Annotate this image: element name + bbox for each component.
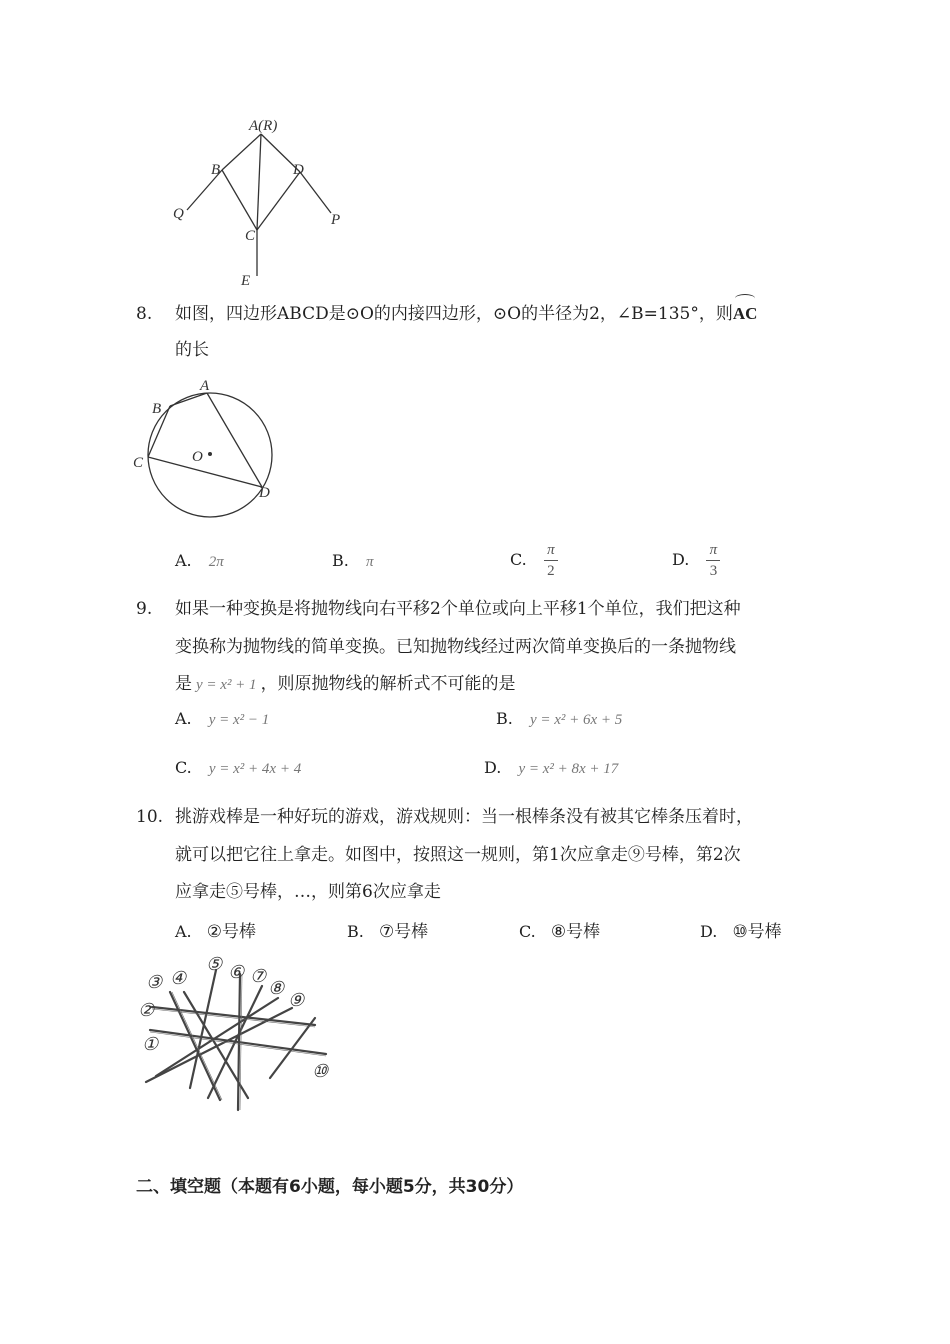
stick-label-7: ⑦ — [250, 966, 267, 986]
option-value: ⑧号棒 — [550, 922, 601, 942]
q8-option-b[interactable] — [332, 551, 373, 571]
q9-option-b[interactable] — [496, 709, 622, 729]
stick-label-6: ⑥ — [228, 962, 245, 982]
label-a: A — [200, 378, 210, 394]
q8-option-a[interactable] — [175, 551, 224, 571]
stick-label-2: ② — [138, 1000, 155, 1020]
q10-option-c[interactable] — [519, 917, 600, 942]
option-label: B. — [347, 922, 364, 941]
q8-number: 8. — [136, 304, 153, 324]
option-label: B. — [332, 551, 349, 570]
option-value: π — [365, 554, 374, 570]
q8-option-d[interactable] — [672, 540, 720, 581]
q10-number: 10. — [136, 807, 164, 827]
section-2-title: 二、填空题（本题有6小题，每小题5分，共30分） — [136, 1177, 524, 1197]
label-o: O — [192, 449, 203, 465]
option-label: D. — [672, 550, 690, 569]
arc-ac: AC — [733, 297, 758, 331]
option-label: C. — [510, 550, 527, 569]
option-value: ⑩号棒 — [732, 922, 782, 942]
option-value: y = x² + 4x + 4 — [208, 761, 302, 777]
denominator: 2 — [547, 563, 555, 579]
option-value: y = x² + 8x + 17 — [518, 761, 619, 777]
q8-text: 如图，四边形ABCD是⊙O的内接四边形，⊙O的半径为2，∠B=135°，则 — [175, 304, 733, 324]
stick-label-8: ⑧ — [268, 978, 285, 998]
option-label: D. — [700, 922, 718, 941]
label-q: Q — [173, 206, 184, 222]
q9-option-a[interactable] — [175, 709, 269, 729]
label-b: B — [211, 162, 221, 178]
q9-line1: 如果一种变换是将抛物线向右平移2个单位或向上平移1个单位，我们把这种 — [175, 599, 741, 619]
label-e: E — [241, 273, 251, 289]
label-d: D — [293, 162, 304, 178]
option-value: 2π — [208, 554, 224, 570]
q9-option-d[interactable] — [484, 758, 618, 778]
numerator: π — [709, 542, 718, 558]
option-value: ②号棒 — [206, 922, 256, 942]
stick-label-1: ① — [142, 1034, 159, 1054]
q10-option-a[interactable] — [175, 917, 256, 942]
numerator: π — [547, 542, 555, 558]
option-value: y = x² + 6x + 5 — [529, 712, 623, 728]
q10-line3: 应拿走⑤号棒，…，则第6次应拿走 — [175, 882, 441, 902]
stick-label-3: ③ — [146, 972, 163, 992]
denominator: 3 — [709, 563, 718, 579]
q8-option-c[interactable] — [510, 540, 558, 581]
stick-label-9: ⑨ — [288, 990, 305, 1010]
q8-line1 — [175, 297, 757, 331]
label-b: B — [152, 401, 162, 417]
label-d: D — [259, 485, 270, 501]
fraction — [544, 540, 558, 581]
option-label: D. — [484, 758, 502, 777]
q10-line2: 就可以把它往上拿走。如图中，按照这一规则，第1次应拿走⑨号棒，第2次 — [175, 845, 741, 865]
stick-label-5: ⑤ — [206, 954, 223, 974]
option-label: A. — [175, 922, 192, 941]
q9-line3 — [175, 667, 516, 702]
q10-option-d[interactable] — [700, 917, 782, 942]
q9-number: 9. — [136, 599, 153, 619]
label-c: C — [133, 455, 144, 471]
label-a: A(R) — [249, 118, 278, 134]
q8-line2: 的长 — [175, 340, 209, 360]
q10-option-b[interactable] — [347, 917, 428, 942]
option-value: y = x² − 1 — [208, 712, 270, 728]
q9-text-post: ，则原抛物线的解析式不可能的是 — [260, 674, 516, 694]
option-label: C. — [519, 922, 536, 941]
label-p: P — [331, 212, 341, 228]
option-label: A. — [175, 709, 192, 728]
q9-option-c[interactable] — [175, 758, 301, 778]
option-value: ⑦号棒 — [378, 922, 429, 942]
q9-formula: y = x² + 1 — [196, 677, 257, 693]
label-c: C — [245, 228, 256, 244]
figure-q7 — [165, 110, 355, 295]
stick-label-10: ⑩ — [312, 1061, 329, 1081]
option-label: A. — [175, 551, 192, 570]
figure-q8-circle — [130, 375, 290, 525]
fraction — [706, 540, 720, 581]
figure-q10-sticks — [130, 950, 340, 1120]
q9-line2: 变换称为抛物线的简单变换。已知抛物线经过两次简单变换后的一条抛物线 — [175, 637, 736, 657]
option-label: B. — [496, 709, 513, 728]
stick-label-4: ④ — [170, 968, 187, 988]
q9-text-pre: 是 — [175, 674, 192, 694]
q10-line1: 挑游戏棒是一种好玩的游戏，游戏规则：当一根棒条没有被其它棒条压着时， — [175, 807, 753, 827]
option-label: C. — [175, 758, 192, 777]
